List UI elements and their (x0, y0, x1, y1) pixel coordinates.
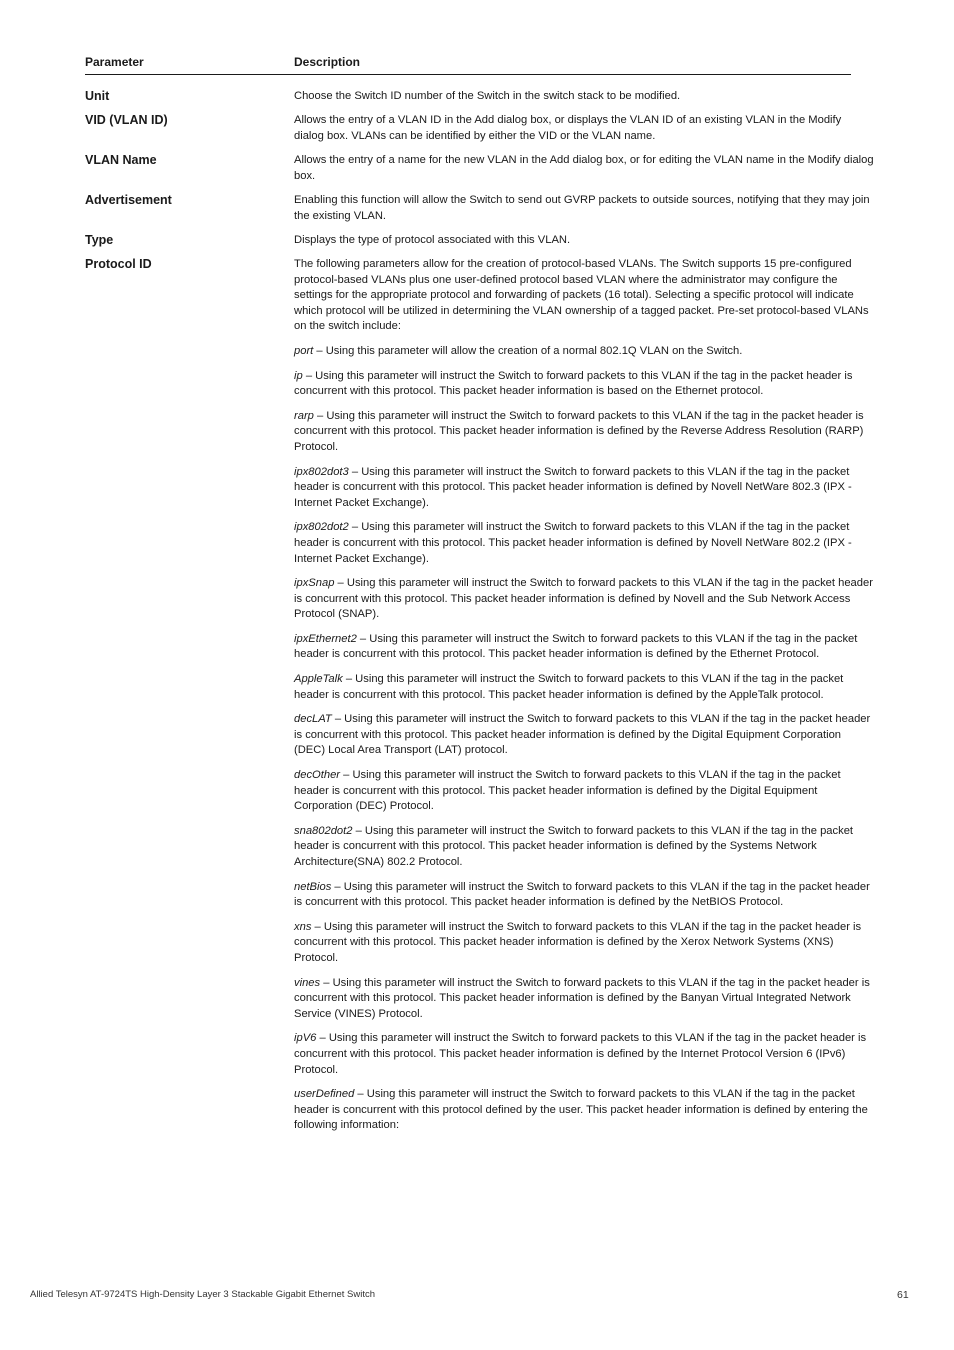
protocol-name: userDefined (294, 1088, 355, 1101)
protocol-text: – Using this parameter will instruct the Switch to forward packets to this VLAN if the tag in the packet header is concurrent with this protocol. This packet header information is defined by the Banyan Virtual Integrated Network Service (VINES) Protocol. (294, 976, 870, 1020)
protocol-name: ipxSnap (294, 577, 335, 590)
parameter-column-header: Parameter (85, 55, 144, 69)
protocol-intro: The following parameters allow for the creation of protocol-based VLANs. The Switch supports 15 pre-configured protocol-based VLANs plus one user-defined protocol based VLAN where the administrator may configure the settings for the appropriate protocol and forwarding of packets (16 total). Selecting a specific protocol will indicate which protocol will be utilized in determining the VLAN ownership of a tagged packet. Pre-set protocol-based VLANs on the switch include: (294, 258, 869, 333)
protocol-text: – Using this parameter will instruct the Switch to forward packets to this VLAN if the tag in the packet header is concurrent with this protocol. This packet header information is defined by the Systems Network Architecture(SNA) 802.2 Protocol. (294, 824, 854, 868)
protocol-name: AppleTalk (294, 673, 343, 686)
param-description: Allows the entry of a VLAN ID in the Add dialog box, or displays the VLAN ID of an existing VLAN in the Modify dialog box. VLANs can be identified by either the VID or the VLAN name. (294, 114, 842, 142)
protocol-item (294, 520, 874, 567)
protocol-text: – Using this parameter will instruct the Switch to forward packets to this VLAN if the tag in the packet header is concurrent with this protocol defined by the user. This packet header information is defined by entering the following information: (294, 1088, 868, 1132)
table-header (85, 55, 851, 75)
protocol-name: sna802dot2 (294, 824, 353, 837)
protocol-text: – Using this parameter will instruct the Switch to forward packets to this VLAN if the tag in the packet header is concurrent with this protocol. This packet header information is defined by the Reverse Address Resolution (RARP) Protocol. (294, 409, 864, 453)
param-description: Enabling this function will allow the Switch to send out GVRP packets to outside sources, notifying that they may join the existing VLAN. (294, 194, 870, 222)
protocol-text: – Using this parameter will instruct the Switch to forward packets to this VLAN if the tag in the packet header is concurrent with this protocol. This packet header information is defined by the Digital Equipment Corporation (DEC) Protocol. (294, 769, 841, 813)
param-description: Choose the Switch ID number of the Switch in the switch stack to be modified. (294, 90, 681, 102)
protocol-item (294, 369, 874, 400)
param-description: Allows the entry of a name for the new VLAN in the Add dialog box, or for editing the VLAN name in the Modify dialog box. (294, 154, 874, 182)
protocol-text: – Using this parameter will instruct the Switch to forward packets to this VLAN if the tag in the packet header is concurrent with this protocol. This packet header information is based on the Ethernet protocol. (294, 369, 853, 398)
protocol-name: ipV6 (294, 1032, 317, 1045)
protocol-item (294, 976, 874, 1023)
protocol-name: ipx802dot3 (294, 465, 349, 478)
protocol-name: netBios (294, 880, 332, 893)
protocol-text: – Using this parameter will instruct the Switch to forward packets to this VLAN if the tag in the packet header is concurrent with this protocol. This packet header information is defined by the Xerox Network Systems (XNS) Protocol. (294, 920, 862, 964)
protocol-text: – Using this parameter will instruct the Switch to forward packets to this VLAN if the tag in the packet header is concurrent with this protocol. This packet header information is defined by Novell NetWare 802.2 (IPX - Internet Packet Exchange). (294, 521, 852, 565)
param-description: Displays the type of protocol associated with this VLAN. (294, 234, 571, 246)
protocol-name: rarp (294, 409, 314, 422)
protocol-item (294, 344, 874, 360)
protocol-name: ip (294, 369, 303, 382)
protocol-text: – Using this parameter will instruct the Switch to forward packets to this VLAN if the tag in the packet header is concurrent with this protocol. This packet header information is defined by the Internet Protocol Version 6 (IPv6) Protocol. (294, 1032, 867, 1076)
protocol-item (294, 712, 874, 759)
protocol-name: decLAT (294, 713, 332, 726)
protocol-name: xns (294, 920, 312, 933)
protocol-text: – Using this parameter will instruct the Switch to forward packets to this VLAN if the tag in the packet header is concurrent with this protocol. This packet header information is defined by Novell and the Sub Network Access Protocol (SNAP). (294, 577, 873, 621)
param-name: VLAN Name (85, 153, 157, 167)
protocol-name: decOther (294, 769, 341, 782)
protocol-name: vines (294, 976, 321, 989)
protocol-name: ipxEthernet2 (294, 632, 357, 645)
protocol-item (294, 768, 874, 815)
protocol-item (294, 409, 874, 456)
protocol-text: – Using this parameter will instruct the Switch to forward packets to this VLAN if the tag in the packet header is concurrent with this protocol. This packet header information is defined by the AppleTalk protocol. (294, 673, 844, 701)
footer-title: Allied Telesyn AT-9724TS High-Density Layer 3 Stackable Gigabit Ethernet Switch (30, 1289, 375, 1300)
protocol-text: – Using this parameter will instruct the Switch to forward packets to this VLAN if the tag in the packet header is concurrent with this protocol. This packet header information is defined by the Ethernet Protocol. (294, 632, 858, 661)
protocol-item (294, 672, 874, 703)
protocol-item (294, 576, 874, 623)
protocol-name: port (294, 344, 314, 357)
protocol-item (294, 824, 874, 871)
page-number: 61 (897, 1289, 909, 1301)
param-name: Type (85, 233, 114, 247)
param-name: VID (VLAN ID) (85, 113, 168, 127)
protocol-item (294, 1031, 874, 1078)
protocol-text: – Using this parameter will allow the creation of a normal 802.1Q VLAN on the Switch. (313, 344, 743, 357)
param-name: Protocol ID (85, 257, 152, 271)
protocol-text: – Using this parameter will instruct the Switch to forward packets to this VLAN if the tag in the packet header is concurrent with this protocol. This packet header information is defined by the Digital Equipment Corporation (DEC) Local Area Transport (LAT) protocol. (294, 713, 871, 757)
description-column-header: Description (294, 55, 361, 69)
protocol-item (294, 880, 874, 911)
param-description (294, 257, 874, 1143)
protocol-text: – Using this parameter will instruct the Switch to forward packets to this VLAN if the tag in the packet header is concurrent with this protocol. This packet header information is defined by Novell NetWare 802.3 (IPX - Internet Packet Exchange). (294, 465, 852, 509)
protocol-item (294, 632, 874, 663)
protocol-item (294, 920, 874, 967)
protocol-item (294, 465, 874, 512)
param-name: Unit (85, 89, 110, 103)
param-name: Advertisement (85, 193, 172, 207)
protocol-name: ipx802dot2 (294, 521, 349, 534)
protocol-text: – Using this parameter will instruct the Switch to forward packets to this VLAN if the tag in the packet header is concurrent with this protocol. This packet header information is defined by the NetBIOS Protocol. (294, 880, 870, 909)
protocol-item (294, 1087, 874, 1134)
